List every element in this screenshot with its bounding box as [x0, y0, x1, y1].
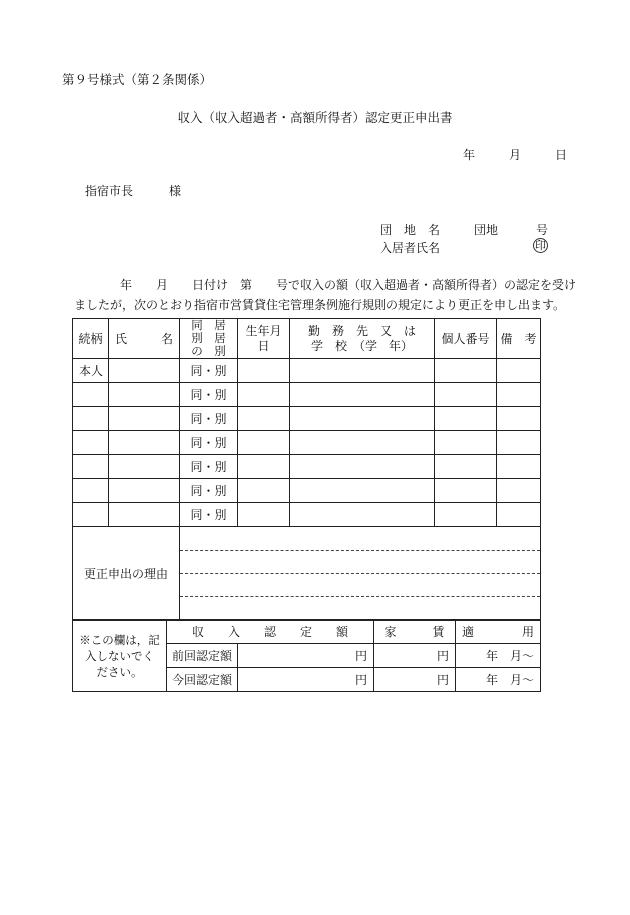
header-living-2: 別 居	[191, 331, 226, 345]
danchi-suffix: 団地	[474, 223, 499, 237]
body-line-1: 年 月 日付け 第 号で収入の額（収入超過者・高額所得者）の認定を受け	[120, 278, 577, 292]
cell-my-number[interactable]	[435, 479, 497, 503]
household-table	[72, 318, 541, 621]
cell-relation[interactable]	[73, 503, 109, 527]
seal-mark: 印	[535, 239, 546, 252]
cell-relation[interactable]	[73, 431, 109, 455]
office-note-3: ださい。	[96, 664, 143, 679]
cell-my-number[interactable]	[435, 383, 497, 407]
header-living-3: の 別	[191, 344, 226, 358]
body-line-2: ましたが，次のとおり指宿市営賃貸住宅管理条例施行規則の規定により更正を申し出ます。	[74, 298, 566, 312]
table-row	[73, 359, 541, 383]
document-title: 収入（収入超過者・高額所得者）認定更正申出書	[177, 110, 453, 125]
number-suffix: 号	[536, 223, 549, 237]
cell-workplace[interactable]	[290, 407, 435, 431]
header-name-a: 氏	[115, 332, 128, 346]
addressee-honorific: 様	[169, 184, 182, 198]
table-row	[73, 431, 541, 455]
header-birth	[238, 319, 290, 359]
cell-living[interactable]: 同・別	[180, 455, 238, 479]
cell-relation[interactable]	[73, 407, 109, 431]
cell-workplace[interactable]	[290, 383, 435, 407]
cell-birth[interactable]	[238, 455, 290, 479]
cell-workplace[interactable]	[290, 359, 435, 383]
cell-birth[interactable]	[238, 407, 290, 431]
cell-my-number[interactable]	[435, 407, 497, 431]
reason-label: 更正申出の理由	[73, 527, 180, 621]
curr-period: 年 月～	[456, 668, 541, 692]
header-apply: 適 用	[456, 620, 541, 644]
cell-living[interactable]: 同・別	[180, 359, 238, 383]
cell-remarks[interactable]	[497, 431, 541, 455]
header-my-number: 個人番号	[435, 319, 497, 359]
office-note-1: ※この欄は，記	[79, 632, 160, 647]
cell-living[interactable]: 同・別	[180, 431, 238, 455]
date-day: 日	[555, 148, 568, 162]
prev-income-yen: 円	[238, 644, 374, 668]
danchi-line	[380, 221, 548, 238]
prev-rent-yen: 円	[374, 644, 456, 668]
header-work-2: 学 校 （学 年）	[310, 338, 413, 353]
header-workplace	[290, 319, 435, 359]
cell-birth[interactable]	[238, 383, 290, 407]
cell-remarks[interactable]	[497, 503, 541, 527]
cell-name[interactable]	[109, 359, 180, 383]
cell-workplace[interactable]	[290, 431, 435, 455]
cell-my-number[interactable]	[435, 455, 497, 479]
header-work-1: 勤 務 先 又 は	[307, 323, 416, 338]
cell-relation[interactable]	[73, 479, 109, 503]
date-line	[463, 146, 567, 163]
cell-birth[interactable]	[238, 479, 290, 503]
table-row	[73, 479, 541, 503]
table-row	[73, 407, 541, 431]
cell-remarks[interactable]	[497, 455, 541, 479]
cell-my-number[interactable]	[435, 431, 497, 455]
reason-field[interactable]	[180, 527, 541, 621]
form-number: 第９号様式（第２条関係）	[62, 72, 213, 87]
danchi-label: 団 地 名	[380, 223, 441, 237]
cell-birth[interactable]	[238, 359, 290, 383]
cell-living[interactable]: 同・別	[180, 407, 238, 431]
table-row	[73, 455, 541, 479]
curr-rent-yen: 円	[374, 668, 456, 692]
reason-dashed-lines	[180, 527, 540, 620]
cell-name[interactable]	[109, 431, 180, 455]
header-rent: 家 賃	[374, 620, 456, 644]
resident-name-label: 入居者氏名	[380, 241, 441, 255]
table-row	[73, 383, 541, 407]
header-birth-2: 日	[257, 338, 270, 353]
date-year: 年	[463, 148, 476, 162]
cell-birth[interactable]	[238, 503, 290, 527]
header-living	[180, 319, 238, 359]
office-note-2: 入しないでく	[85, 648, 154, 663]
cell-my-number[interactable]	[435, 503, 497, 527]
cell-remarks[interactable]	[497, 383, 541, 407]
cell-remarks[interactable]	[497, 359, 541, 383]
cell-name[interactable]	[109, 503, 180, 527]
header-birth-1: 生年月	[245, 323, 282, 338]
prev-label: 前回認定額	[167, 644, 238, 668]
header-income-amount: 収 入 認 定 額	[167, 620, 374, 644]
cell-name[interactable]	[109, 455, 180, 479]
cell-my-number[interactable]	[435, 359, 497, 383]
cell-relation[interactable]	[73, 383, 109, 407]
date-month: 月	[509, 148, 522, 162]
header-name-b: 名	[160, 332, 173, 346]
cell-birth[interactable]	[238, 431, 290, 455]
cell-remarks[interactable]	[497, 407, 541, 431]
cell-workplace[interactable]	[290, 455, 435, 479]
cell-workplace[interactable]	[290, 479, 435, 503]
curr-label: 今回認定額	[167, 668, 238, 692]
cell-relation[interactable]: 本人	[73, 359, 109, 383]
curr-income-yen: 円	[238, 668, 374, 692]
cell-name[interactable]	[109, 407, 180, 431]
addressee-name: 指宿市長	[85, 184, 134, 198]
cell-name[interactable]	[109, 479, 180, 503]
cell-living[interactable]: 同・別	[180, 479, 238, 503]
cell-living[interactable]: 同・別	[180, 383, 238, 407]
cell-relation[interactable]	[73, 455, 109, 479]
office-use-table	[72, 619, 541, 692]
addressee	[85, 182, 181, 199]
header-name	[109, 319, 180, 359]
office-note	[73, 620, 167, 692]
header-living-1: 同 居	[191, 318, 226, 332]
header-relation: 続柄	[73, 319, 109, 359]
cell-workplace[interactable]	[290, 503, 435, 527]
cell-living[interactable]: 同・別	[180, 503, 238, 527]
table-row	[73, 503, 541, 527]
cell-remarks[interactable]	[497, 479, 541, 503]
prev-period: 年 月～	[456, 644, 541, 668]
cell-name[interactable]	[109, 383, 180, 407]
header-remarks: 備 考	[497, 319, 541, 359]
